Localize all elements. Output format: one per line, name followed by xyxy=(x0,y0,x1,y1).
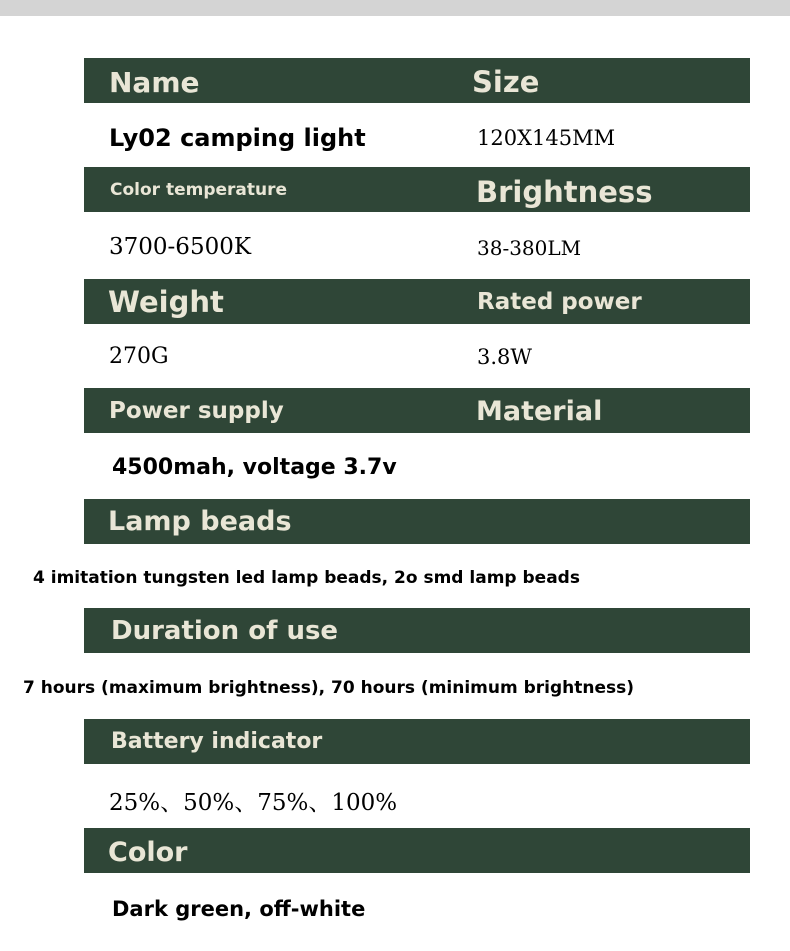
value-brightness: 38-380LM xyxy=(477,236,582,260)
top-bar xyxy=(0,0,790,16)
value-power-supply: 4500mah, voltage 3.7v xyxy=(112,455,397,480)
header-lamp-beads: Lamp beads xyxy=(108,506,292,537)
header-band-color-temperature-brightness xyxy=(84,167,750,212)
header-duration-of-use: Duration of use xyxy=(111,616,339,646)
value-weight: 270G xyxy=(109,344,169,369)
value-size: 120X145MM xyxy=(477,126,616,150)
header-band-weight-rated-power xyxy=(84,279,750,324)
header-material: Material xyxy=(476,396,603,427)
header-power-supply: Power supply xyxy=(109,398,284,424)
value-battery-indicator: 25%、50%、75%、100% xyxy=(109,790,398,816)
header-rated-power: Rated power xyxy=(477,289,642,315)
value-lamp-beads: 4 imitation tungsten led lamp beads, 2o smd lamp beads xyxy=(33,568,580,588)
header-name: Name xyxy=(109,66,200,99)
header-brightness: Brightness xyxy=(476,175,653,209)
header-band-battery-indicator xyxy=(84,719,750,764)
header-weight: Weight xyxy=(108,285,224,319)
value-rated-power: 3.8W xyxy=(477,345,532,369)
value-color: Dark green, off-white xyxy=(112,897,366,921)
header-band-power-supply-material xyxy=(84,388,750,433)
header-band-color xyxy=(84,828,750,873)
header-color-temperature: Color temperature xyxy=(110,180,288,200)
value-color-temperature: 3700-6500K xyxy=(109,234,252,260)
header-band-name-size xyxy=(84,58,750,103)
header-band-duration-of-use xyxy=(84,608,750,653)
header-battery-indicator: Battery indicator xyxy=(111,729,323,754)
value-duration-of-use: 7 hours (maximum brightness), 70 hours (minimum brightness) xyxy=(23,678,635,698)
header-size: Size xyxy=(472,65,540,99)
header-band-lamp-beads xyxy=(84,499,750,544)
value-name: Ly02 camping light xyxy=(109,124,366,152)
header-color: Color xyxy=(108,837,188,868)
